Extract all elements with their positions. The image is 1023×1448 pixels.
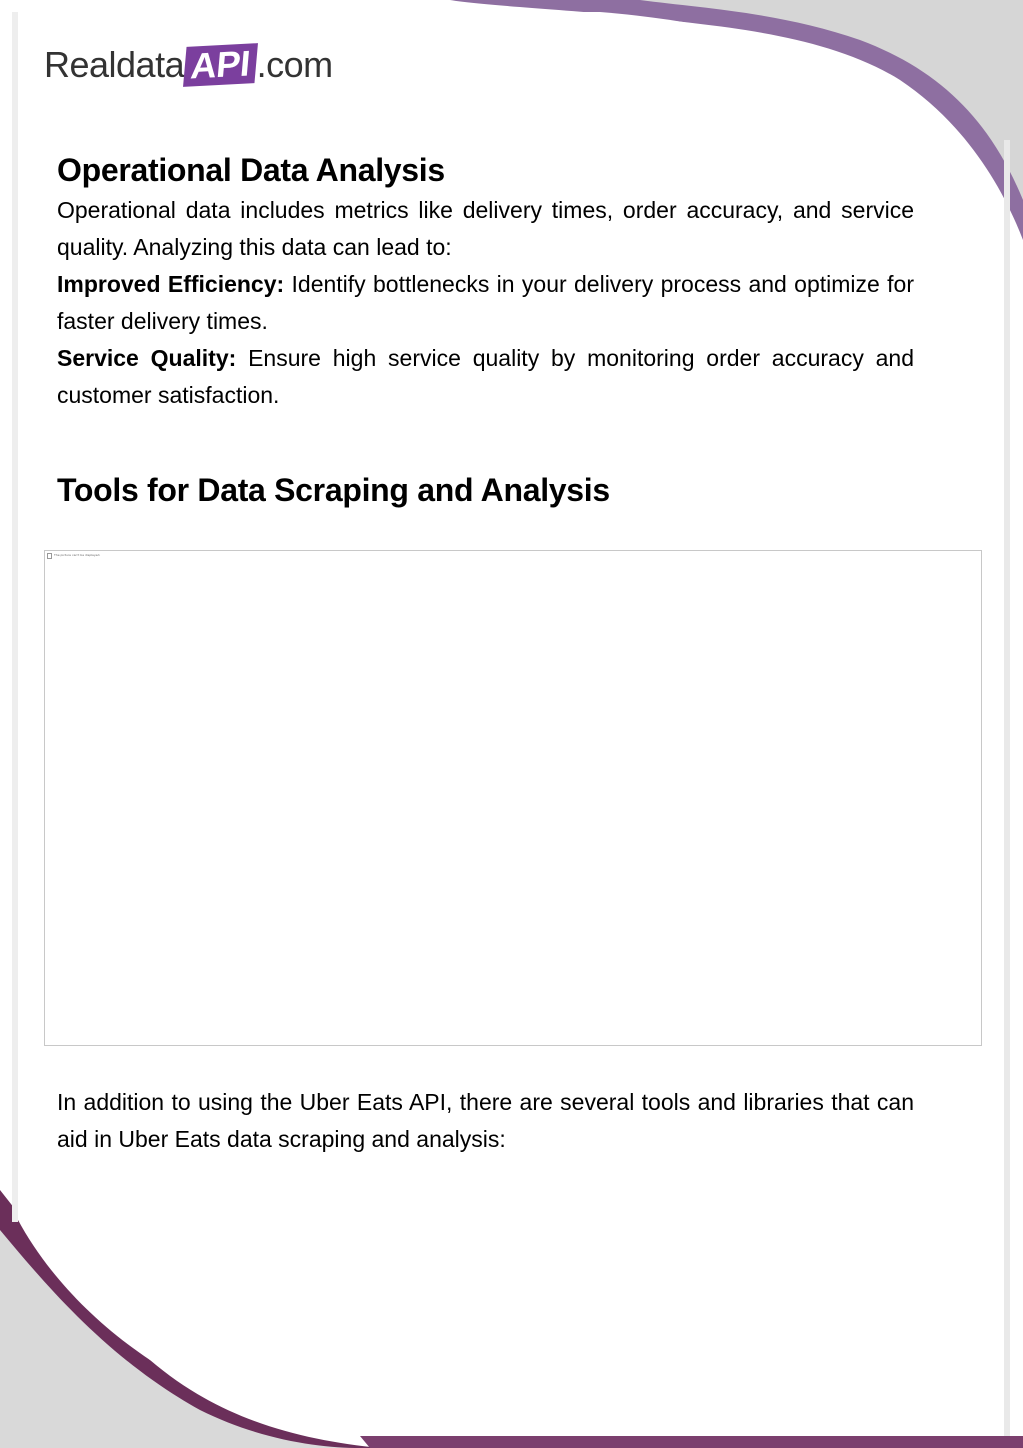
closing-paragraph: In addition to using the Uber Eats API, there are several tools and libraries that can aid in Uber Eats data scraping and analysis: bbox=[57, 1089, 914, 1152]
bullet-text: Ensure high service quality by monitoring order accuracy and customer satisfaction. bbox=[57, 345, 914, 408]
bullet-term: Improved Efficiency: bbox=[57, 271, 285, 297]
section-heading: Operational Data Analysis bbox=[57, 152, 445, 188]
logo-suffix: .com bbox=[256, 44, 333, 85]
bullet-term: Service Quality: bbox=[57, 345, 237, 371]
operational-data-section bbox=[57, 150, 914, 414]
broken-image-indicator bbox=[47, 553, 100, 559]
tools-section-header bbox=[57, 470, 914, 510]
logo-api-badge: API bbox=[183, 43, 257, 87]
closing-section bbox=[57, 1084, 914, 1158]
section-intro: Operational data includes metrics like delivery times, order accuracy, and service quality. Analyzing this data can lead to: bbox=[57, 197, 914, 260]
brand-logo[interactable] bbox=[44, 40, 333, 90]
section-heading: Tools for Data Scraping and Analysis bbox=[57, 472, 610, 508]
bottom-right-wave bbox=[360, 1436, 1023, 1448]
bullet-text: Identify bottlenecks in your delivery process and optimize for faster delivery times. bbox=[57, 271, 914, 334]
bullet-improved-efficiency bbox=[57, 266, 914, 340]
broken-image-icon bbox=[47, 553, 52, 559]
bullet-service-quality bbox=[57, 340, 914, 414]
right-edge-shadow bbox=[1004, 140, 1010, 1436]
logo-prefix: Realdata bbox=[44, 44, 185, 85]
image-placeholder bbox=[44, 550, 982, 1046]
left-edge-shadow bbox=[12, 12, 18, 1222]
image-alt-text: The picture can't be displayed. bbox=[54, 553, 101, 557]
